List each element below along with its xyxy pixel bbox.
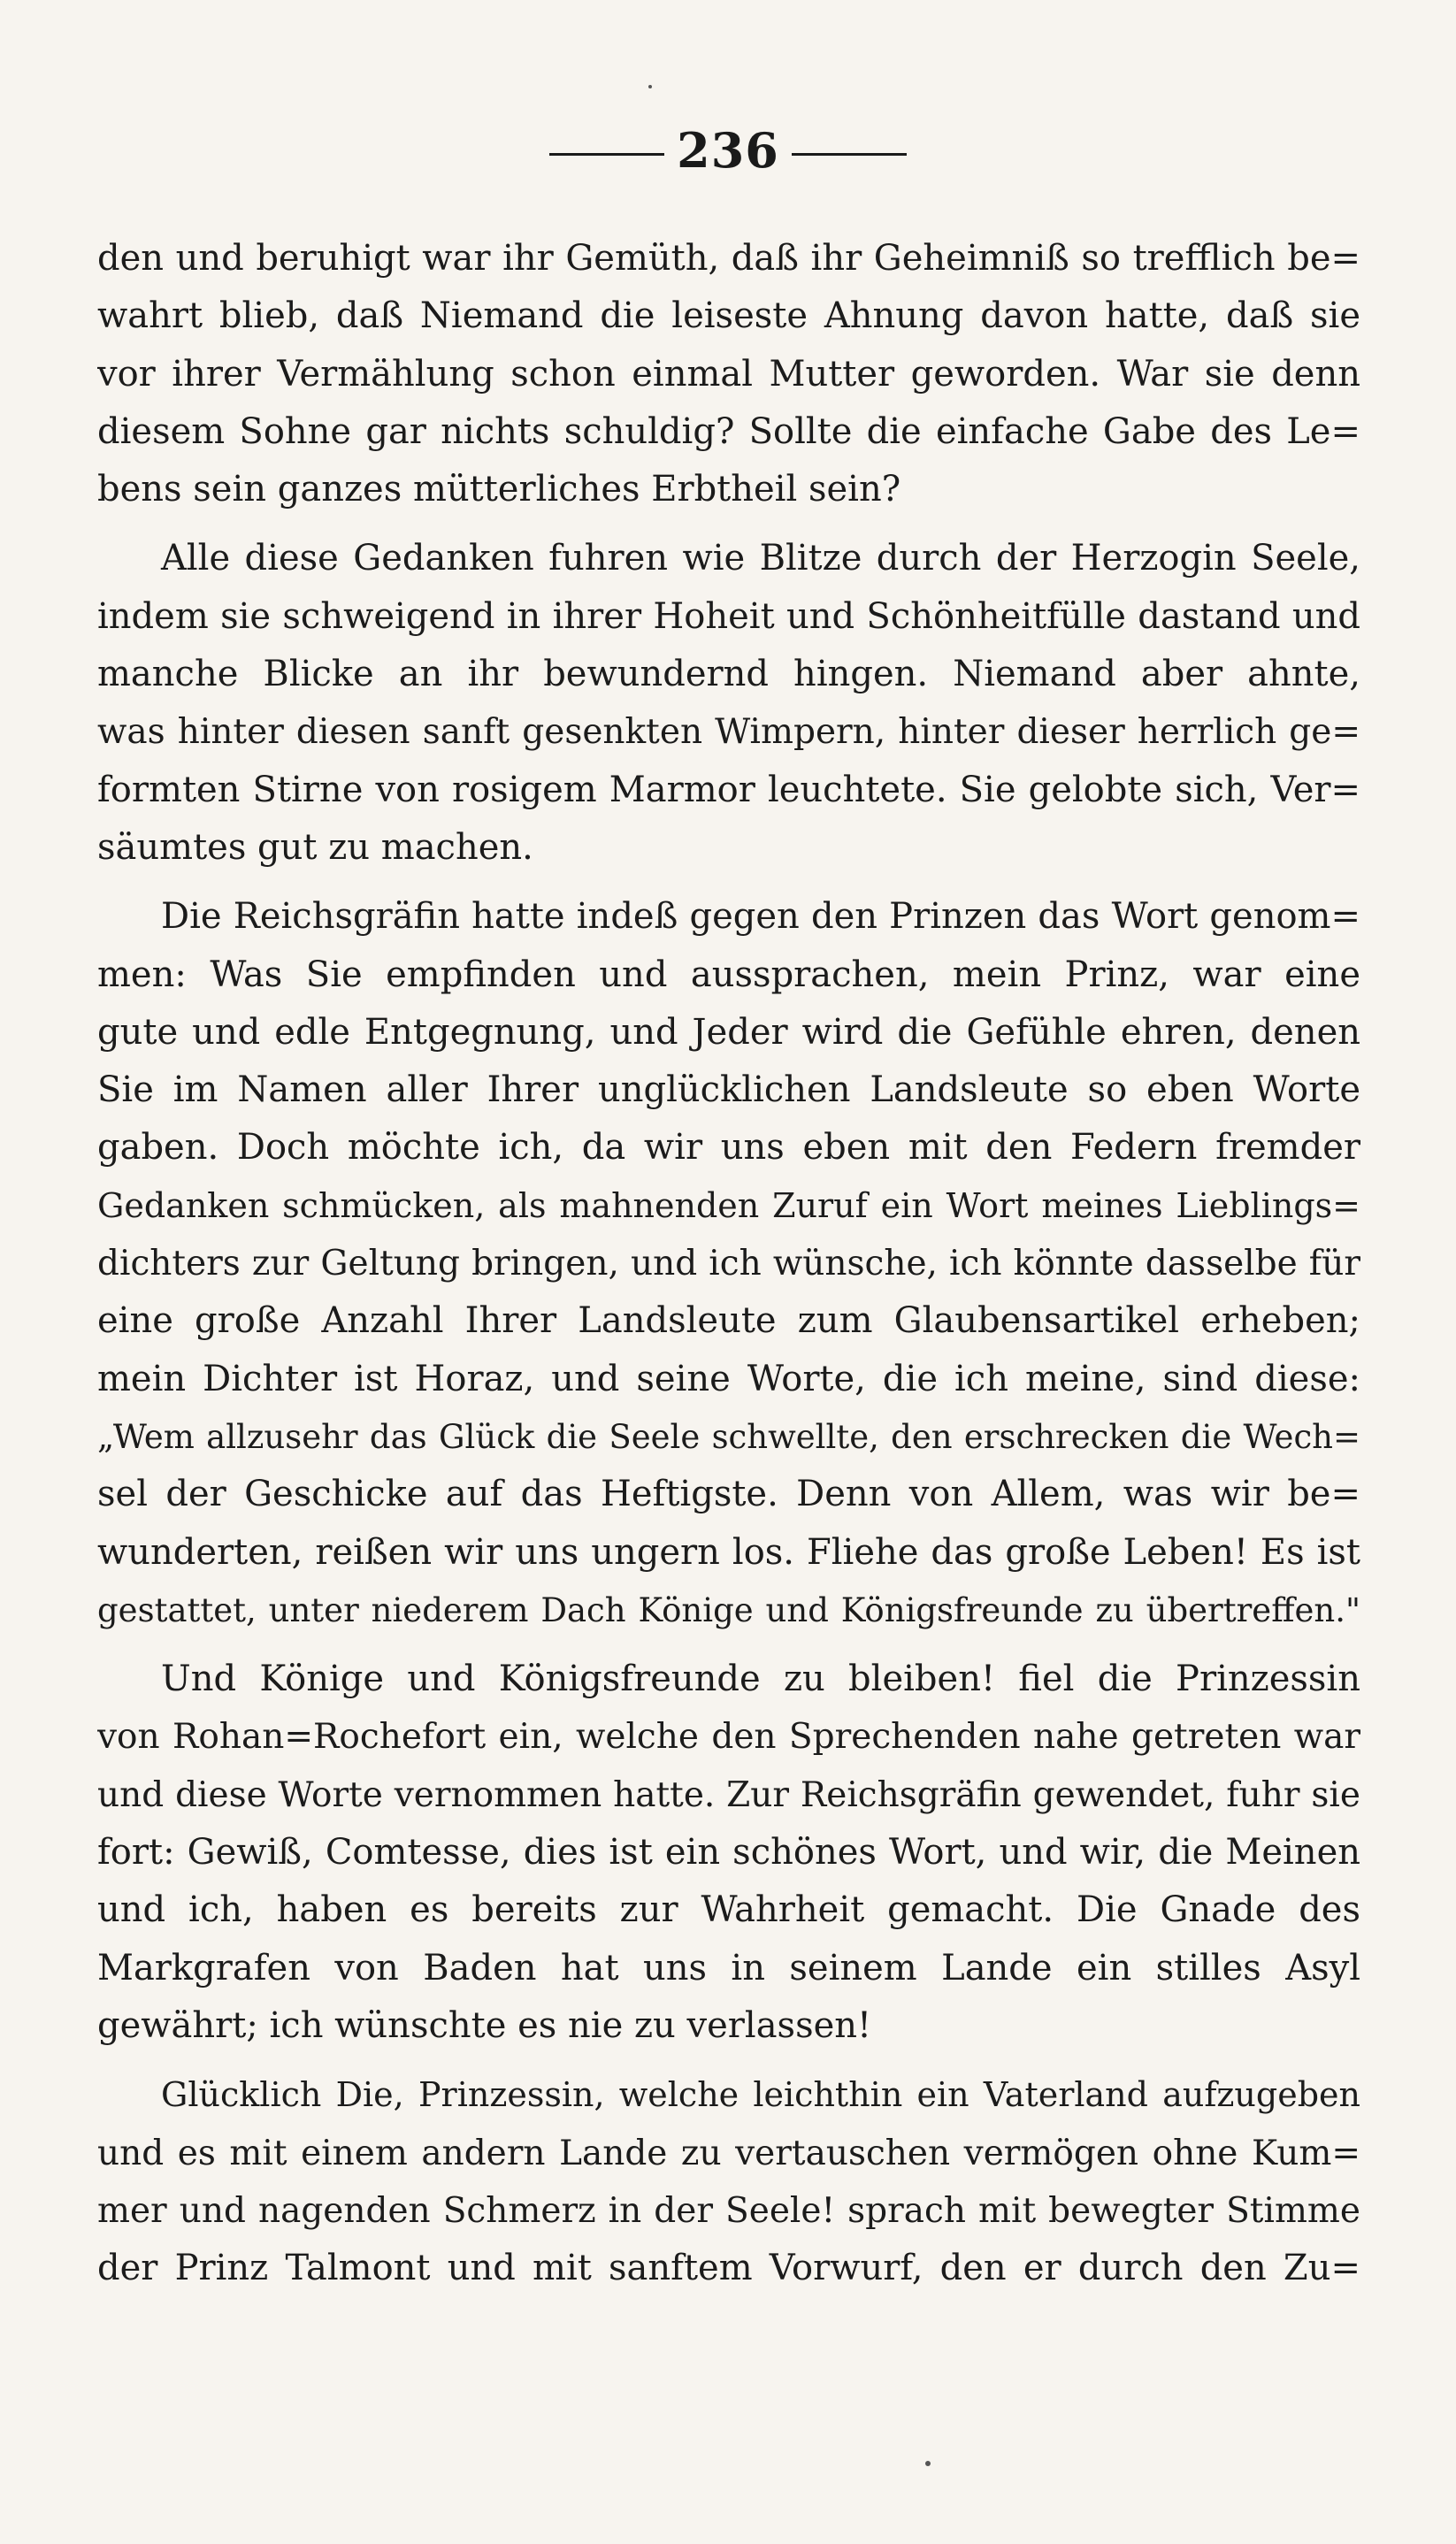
text-line: indem sie schweigend in ihrer Hoheit und Schönheitfülle dastand und [97,595,1360,637]
print-speck [925,2461,931,2466]
header-rule-right [792,153,907,156]
text-line: men: Was Sie empfinden und aussprachen, mein Prinz, war eine [97,954,1360,995]
text-line: mein Dichter ist Horaz, und seine Worte, die ich meine, sind diese: [97,1358,1360,1399]
text-line: bens sein ganzes mütterliches Erbtheil sein? [97,469,901,510]
text-line: vor ihrer Vermählung schon einmal Mutter geworden. War sie denn [97,353,1360,395]
text-line: fort: Gewiß, Comtesse, dies ist ein schönes Wort, und wir, die Meinen [97,1832,1360,1874]
paragraph [97,888,1360,1639]
text-line: Glücklich Die, Prinzessin, welche leichthin ein Vaterland aufzugeben [161,2075,1360,2115]
paragraph [97,2066,1360,2297]
text-line: gute und edle Entgegnung, und Jeder wird die Gefühle ehren, denen [97,1011,1360,1053]
text-line: „Wem allzusehr das Glück die Seele schwellte, den erschrecken die Wech= [97,1417,1360,1456]
text-line: formten Stirne von rosigem Marmor leuchtete. Sie gelobte sich, Ver= [97,769,1360,810]
header-rule-left [549,153,664,156]
text-line: wunderten, reißen wir uns ungern los. Fliehe das große Leben! Es ist [97,1531,1360,1573]
text-line: sel der Geschicke auf das Heftigste. Denn von Allem, was wir be= [97,1474,1360,1515]
text-line: gewährt; ich wünschte es nie zu verlassen! [97,2004,872,2046]
text-line: dichters zur Geltung bringen, und ich wünsche, ich könnte dasselbe für [97,1244,1360,1284]
paragraph [97,530,1360,877]
text-line: Und Könige und Königsfreunde zu bleiben! fiel die Prinzessin [161,1659,1360,1700]
text-line: gestattet, unter niederem Dach Könige und Königsfreunde zu übertreffen." [97,1590,1360,1629]
text-line: mer und nagenden Schmerz in der Seele! sprach mit bewegter Stimme [97,2190,1360,2231]
text-line: diesem Sohne gar nichts schuldig? Sollte die einfache Gabe des Le= [97,410,1360,452]
text-line: Markgrafen von Baden hat uns in seinem Lande ein stilles Asyl [97,1947,1360,1988]
text-line: Sie im Namen aller Ihrer unglücklichen Landsleute so eben Worte [97,1069,1360,1111]
print-speck [648,85,652,88]
text-line: manche Blicke an ihr bewundernd hingen. Niemand aber ahnte, [97,654,1360,695]
text-line: den und beruhigt war ihr Gemüth, daß ihr Geheimniß so trefflich be= [97,238,1360,279]
page-header [0,122,1456,179]
text-line: Gedanken schmücken, als mahnenden Zuruf ein Wort meines Lieblings= [97,1185,1360,1225]
text-line: der Prinz Talmont und mit sanftem Vorwurf, den er durch den Zu= [97,2248,1360,2289]
body-text [97,230,1360,2309]
text-line: gaben. Doch möchte ich, da wir uns eben mit den Federn fremder [97,1127,1360,1169]
text-line: säumtes gut zu machen. [97,826,533,868]
text-line: was hinter diesen sanft gesenkten Wimpern, hinter dieser herrlich ge= [97,712,1360,753]
text-line: wahrt blieb, daß Niemand die leiseste Ahnung davon hatte, daß sie [97,295,1360,337]
text-line: und diese Worte vernommen hatte. Zur Reichsgräfin gewendet, fuhr sie [97,1774,1360,1815]
paragraph [97,230,1360,518]
text-line: Die Reichsgräfin hatte indeß gegen den Prinzen das Wort genom= [161,896,1360,938]
page-number: 236 [677,122,779,179]
text-line: und es mit einem andern Lande zu vertauschen vermögen ohne Kum= [97,2133,1360,2173]
text-line: und ich, haben es bereits zur Wahrheit gemacht. Die Gnade des [97,1889,1360,1931]
text-line: Alle diese Gedanken fuhren wie Blitze durch der Herzogin Seele, [161,538,1360,579]
paragraph [97,1651,1360,2055]
text-line: von Rohan=Rochefort ein, welche den Sprechenden nahe getreten war [97,1717,1360,1758]
text-line: eine große Anzahl Ihrer Landsleute zum Glaubensartikel erheben; [97,1300,1360,1342]
